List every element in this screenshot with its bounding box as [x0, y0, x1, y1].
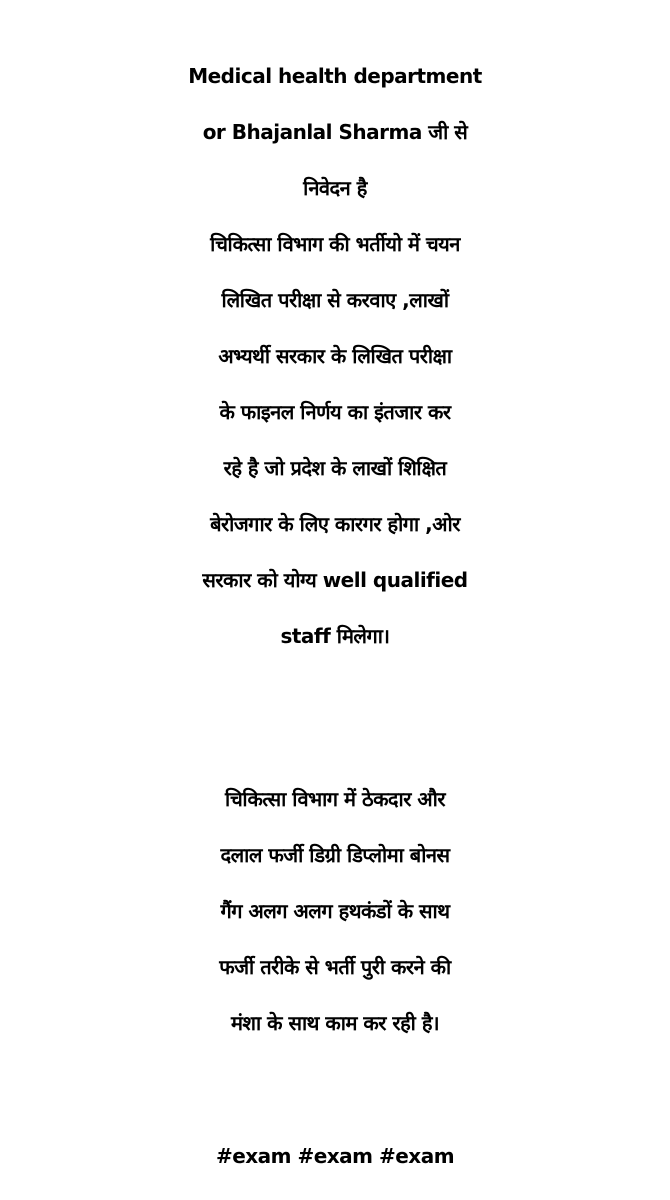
text-line: बेरोजगार के लिए कारगर होगा ,ओर — [210, 512, 460, 536]
text-line: अभ्यर्थी सरकार के लिखित परीक्षा — [218, 344, 452, 368]
text-line: रहे है जो प्रदेश के लाखों शिक्षित — [223, 456, 447, 480]
text-line: निवेदन है — [303, 176, 367, 200]
hashtag-line: #exam #exam #exam — [215, 1144, 455, 1168]
complaint-paragraph — [0, 771, 670, 1051]
text-line: दलाल फर्जी डिग्री डिप्लोमा बोनस — [220, 843, 450, 867]
text-line: staff मिलेगा। — [280, 624, 390, 648]
text-line: सरकार को योग्य well qualified — [202, 568, 468, 592]
text-line: मंशा के साथ काम कर रही है। — [230, 1011, 440, 1035]
hashtags — [0, 1128, 670, 1184]
text-line: लिखित परीक्षा से करवाए ,लाखों — [221, 288, 449, 312]
text-line: के फाइनल निर्णय का इंतजार कर — [219, 400, 451, 424]
request-paragraph — [0, 48, 670, 664]
text-line: Medical health department — [188, 64, 482, 88]
text-line: फर्जी तरीके से भर्ती पुरी करने की — [219, 955, 451, 979]
text-line: चिकित्सा विभाग में ठेकदार और — [224, 787, 446, 811]
text-line: or Bhajanlal Sharma जी से — [202, 120, 468, 144]
text-line: चिकित्सा विभाग की भर्तीयो में चयन — [210, 232, 460, 256]
text-line: गैंग अलग अलग हथकंडों के साथ — [220, 899, 450, 923]
